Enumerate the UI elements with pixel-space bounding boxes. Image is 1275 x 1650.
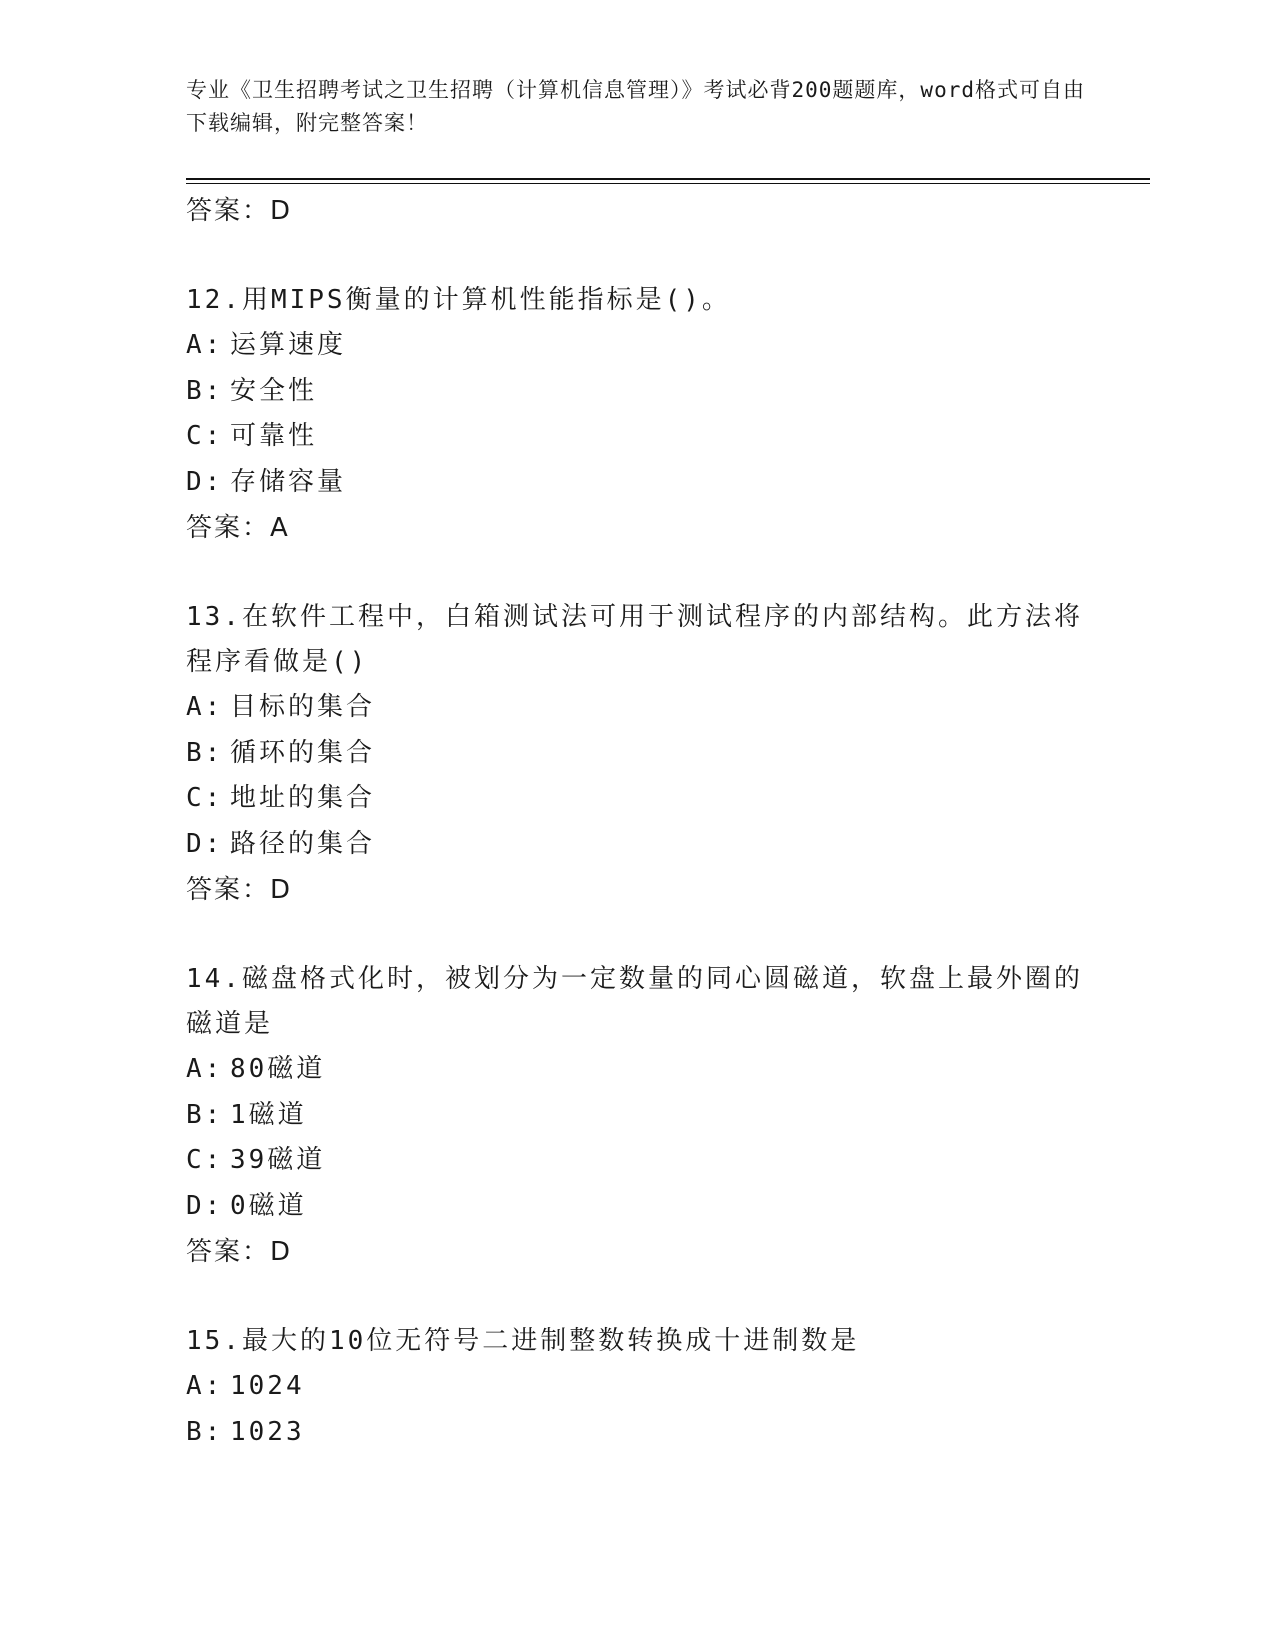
option-d: D: 存储容量 (186, 466, 347, 497)
option-b: B: 循环的集合 (186, 737, 376, 768)
option-c: C: 39磁道 (186, 1145, 326, 1175)
answer-line: 答案：D (186, 196, 293, 226)
option-d: D: 0磁道 (186, 1190, 307, 1221)
option-b: B: 1磁道 (186, 1099, 307, 1130)
question-list (186, 188, 1086, 1455)
option-d: D: 路径的集合 (186, 828, 376, 859)
header-divider (186, 178, 1150, 180)
option-b: B: 1023 (186, 1416, 305, 1447)
question-stem: 13.在软件工程中，白箱测试法可用于测试程序的内部结构。此方法将程序看做是() (186, 602, 1083, 677)
answer-line: 答案：D (186, 875, 293, 905)
option-c: C: 地址的集合 (186, 783, 376, 813)
document-header (186, 74, 1086, 140)
option-b: B: 安全性 (186, 375, 318, 406)
question-stem: 12.用MIPS衡量的计算机性能指标是()。 (186, 285, 731, 315)
answer-line: 答案：A (186, 513, 290, 543)
question-stem: 15.最大的10位无符号二进制整数转换成十进制数是 (186, 1326, 860, 1356)
option-a: A: 目标的集合 (186, 692, 376, 722)
option-c: C: 可靠性 (186, 421, 318, 451)
question-item (186, 1319, 1086, 1455)
question-item (186, 595, 1086, 913)
question-item (186, 957, 1086, 1275)
question-stem: 14.磁盘格式化时，被划分为一定数量的同心圆磁道，软盘上最外圈的磁道是 (186, 964, 1083, 1039)
question-item (186, 278, 1086, 551)
option-a: A: 80磁道 (186, 1054, 326, 1084)
header-divider-thin (186, 183, 1150, 184)
option-a: A: 运算速度 (186, 330, 347, 360)
answer-line: 答案：D (186, 1237, 293, 1267)
option-a: A: 1024 (186, 1371, 305, 1401)
header-text: 专业《卫生招聘考试之卫生招聘（计算机信息管理）》考试必背200题题库，word格式可自由下载编辑，附完整答案！ (186, 78, 1085, 135)
